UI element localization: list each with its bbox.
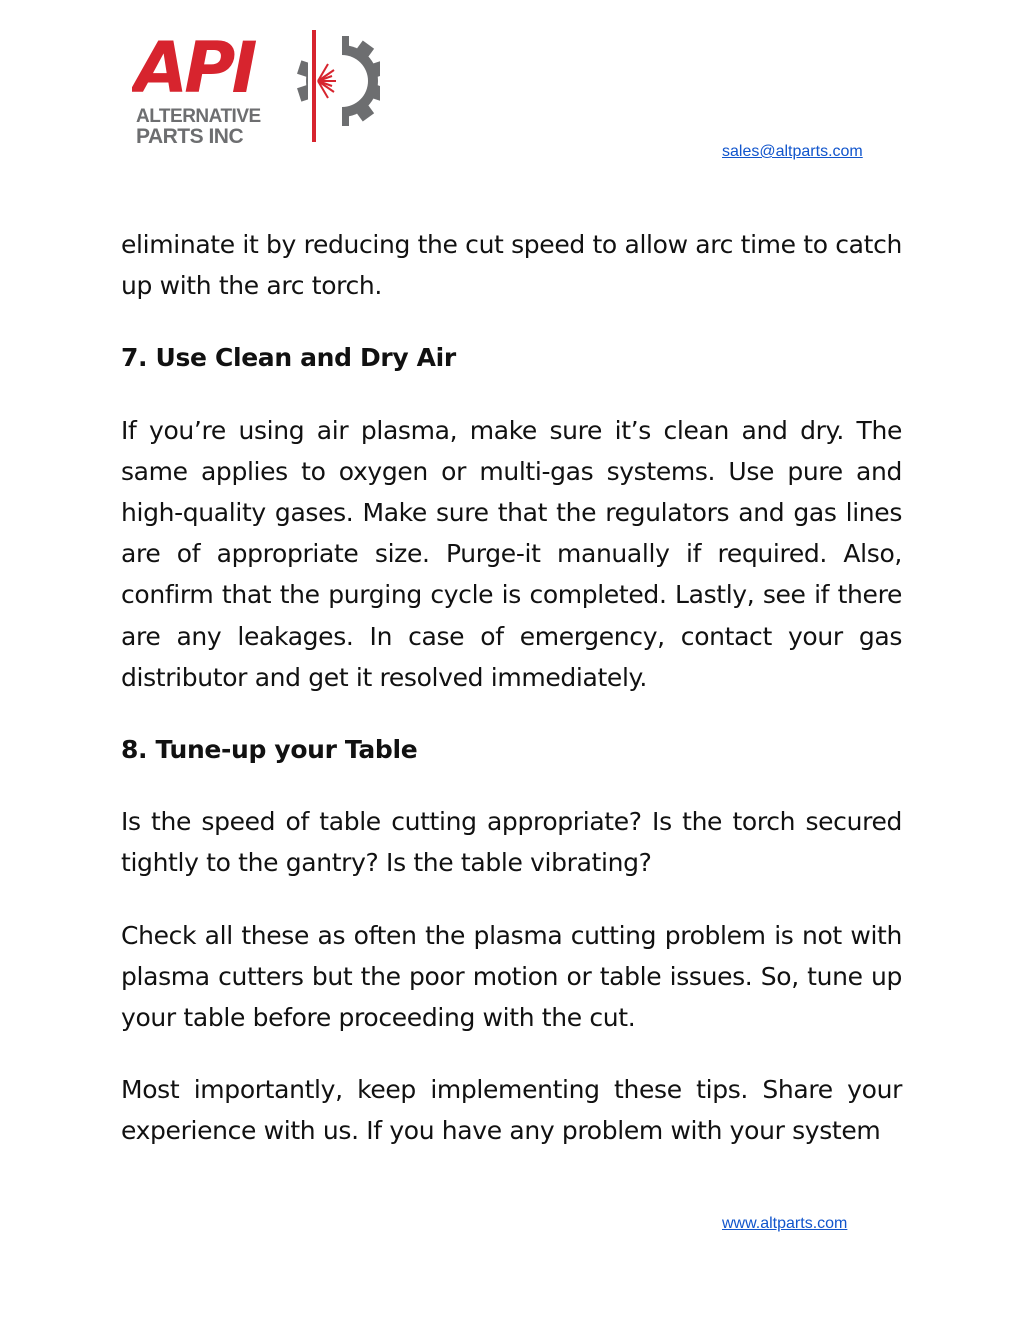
intro-paragraph: eliminate it by reducing the cut speed to allow arc time to catch up with the arc torch.	[121, 230, 902, 301]
section-8-questions: Is the speed of table cutting appropriate? Is the torch secured tightly to the gantry? Is the table vibrating?	[121, 807, 902, 878]
website-link[interactable]: www.altparts.com	[722, 1215, 848, 1232]
section-8-heading: 8. Tune-up your Table	[121, 735, 418, 765]
document-body	[121, 224, 902, 1183]
email-link[interactable]: sales@altparts.com	[722, 143, 863, 160]
svg-text:ALTERNATIVE: ALTERNATIVE	[136, 106, 261, 127]
section-7-paragraph: If you’re using air plasma, make sure it’s clean and dry. The same applies to oxygen or multi-gas systems. Use pure and high-quality gases. Make sure that the regulators and gas lines are of appropriate size. Purge-it manually if required. Also, confirm that the purging cycle is completed. Lastly, see if there are any leakages. In case of emergency, contact your gas distributor and get it resolved immediately.	[121, 415, 902, 692]
company-logo	[132, 26, 380, 148]
svg-text:API: API	[134, 27, 254, 109]
section-8-paragraph: Check all these as often the plasma cutting problem is not with plasma cutters but the poor motion or table issues. So, tune up your table before proceeding with the cut.	[121, 920, 902, 1033]
svg-text:PARTS INC: PARTS INC	[136, 125, 244, 148]
gear-icon	[297, 30, 380, 142]
closing-paragraph: Most importantly, keep implementing these tips. Share your experience with us. If you have any problem with your system	[121, 1075, 902, 1146]
section-7-heading: 7. Use Clean and Dry Air	[121, 343, 456, 373]
